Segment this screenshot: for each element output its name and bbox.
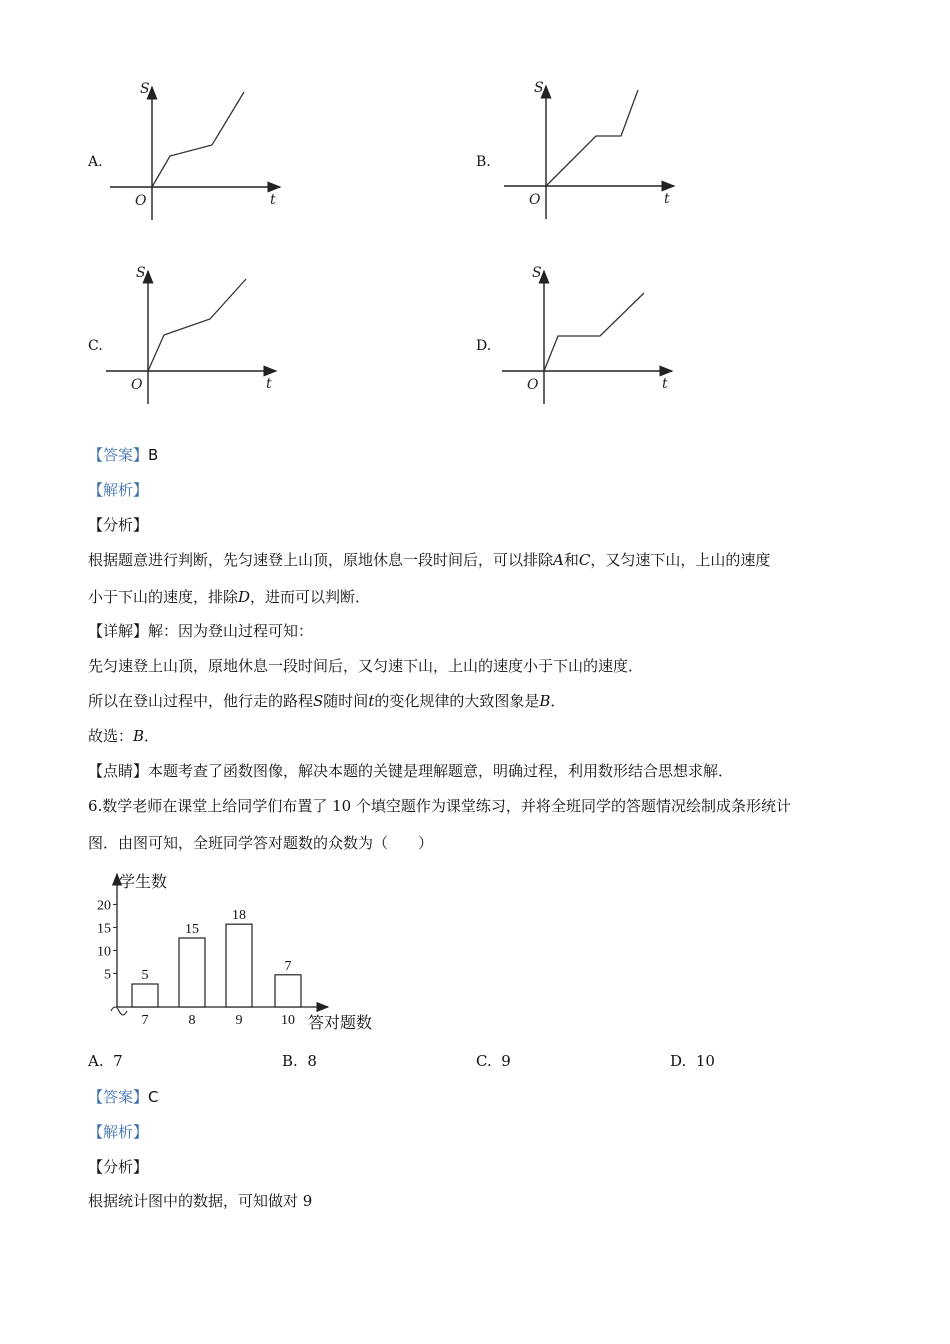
category-label: 10 xyxy=(281,1013,295,1028)
choice-c[interactable]: C. 9 xyxy=(476,1052,511,1070)
q5-fenxi-line2: 小于下山的速度，排除D，进而可以判断． xyxy=(88,588,371,606)
origin-label: O xyxy=(527,377,539,393)
q5-answer-line xyxy=(88,444,158,465)
q5-graphs xyxy=(0,0,950,420)
bar-value-label: 7 xyxy=(284,958,292,974)
bar xyxy=(275,975,301,1007)
bar xyxy=(132,984,158,1007)
axis-break xyxy=(111,1007,127,1015)
choice-b[interactable]: B. 8 xyxy=(282,1052,317,1070)
graph-curve xyxy=(152,92,244,187)
bar xyxy=(179,938,205,1007)
x-axis-label: t xyxy=(664,191,670,207)
x-axis-label: t xyxy=(270,192,276,208)
q6-fenxi-text: 根据统计图中的数据，可知做对 9 xyxy=(88,1192,313,1210)
option-letter-c: C. xyxy=(88,338,103,354)
y-tick-label: 10 xyxy=(97,944,111,960)
choice-a[interactable]: A. 7 xyxy=(88,1052,123,1070)
y-axis-label: S xyxy=(136,265,146,281)
bar-value-label: 18 xyxy=(232,908,246,924)
graph-curve xyxy=(544,293,644,371)
q5-analysis-tag: 【解析】 xyxy=(88,481,149,499)
answer-tag: 【答案】 xyxy=(88,446,149,464)
y-tick-label: 5 xyxy=(104,967,111,983)
option-letter-d: D. xyxy=(476,338,492,354)
category-label: 8 xyxy=(188,1013,196,1028)
bar-value-label: 15 xyxy=(185,922,199,937)
x-axis-title: 答对题数 xyxy=(308,1013,373,1032)
graph-c xyxy=(106,265,276,404)
category-label: 7 xyxy=(141,1013,149,1028)
graph-curve xyxy=(148,279,246,371)
y-axis-label: S xyxy=(534,80,544,96)
q5-fenxi-line1: 根据题意进行判断，先匀速登上山顶，原地休息一段时间后，可以排除A和C，又匀速下山，上山的速度 xyxy=(88,551,771,569)
q5-choose-line: 故选：B． xyxy=(88,727,160,745)
q6-stem-line1: 6.数学老师在课堂上给同学们布置了 10 个填空题作为课堂练习，并将全班同学的答题情况绘制成条形统计 xyxy=(88,797,791,815)
q6-stem-line2: 图．由图可知，全班同学答对题数的众数为（ ） xyxy=(88,834,434,852)
q6-answer-line: 【答案】C xyxy=(88,1088,159,1106)
y-tick-label: 20 xyxy=(97,898,111,914)
bar xyxy=(226,924,252,1007)
q5-fenxi-tag: 【分析】 xyxy=(88,516,149,534)
q6-bar-chart xyxy=(80,862,400,1042)
answer-value: B xyxy=(148,446,159,464)
q5-detail-line1: 【详解】解：因为登山过程可知： xyxy=(88,622,314,640)
y-axis-label: S xyxy=(140,81,150,97)
q5-detail-line3: 所以在登山过程中，他行走的路程S随时间t的变化规律的大致图象是B． xyxy=(88,692,566,710)
option-letter-a: A. xyxy=(88,154,103,170)
origin-label: O xyxy=(131,377,143,393)
origin-label: O xyxy=(529,192,541,208)
q6-analysis-tag: 【解析】 xyxy=(88,1123,149,1141)
category-label: 9 xyxy=(235,1013,243,1028)
origin-label: O xyxy=(135,193,147,209)
y-axis-title: 学生数 xyxy=(119,872,168,891)
x-axis-label: t xyxy=(662,376,668,392)
x-axis-label: t xyxy=(266,376,272,392)
q5-detail-line2: 先匀速登上山顶，原地休息一段时间后，又匀速下山，上山的速度小于下山的速度． xyxy=(88,657,644,675)
bar-value-label: 5 xyxy=(141,968,149,983)
q6-fenxi-tag: 【分析】 xyxy=(88,1158,149,1176)
graph-a xyxy=(110,81,280,220)
y-axis-label: S xyxy=(532,265,542,281)
choice-d[interactable]: D. 10 xyxy=(670,1052,715,1070)
graph-curve xyxy=(546,90,638,186)
y-tick-label: 15 xyxy=(97,921,111,937)
q6-answer-value: C xyxy=(148,1088,159,1106)
graph-b xyxy=(504,80,674,219)
q5-comment-line: 【点睛】本题考查了函数图像，解决本题的关键是理解题意，明确过程，利用数形结合思想求解． xyxy=(88,762,734,780)
graph-d xyxy=(502,265,672,404)
option-letter-b: B. xyxy=(476,154,491,170)
